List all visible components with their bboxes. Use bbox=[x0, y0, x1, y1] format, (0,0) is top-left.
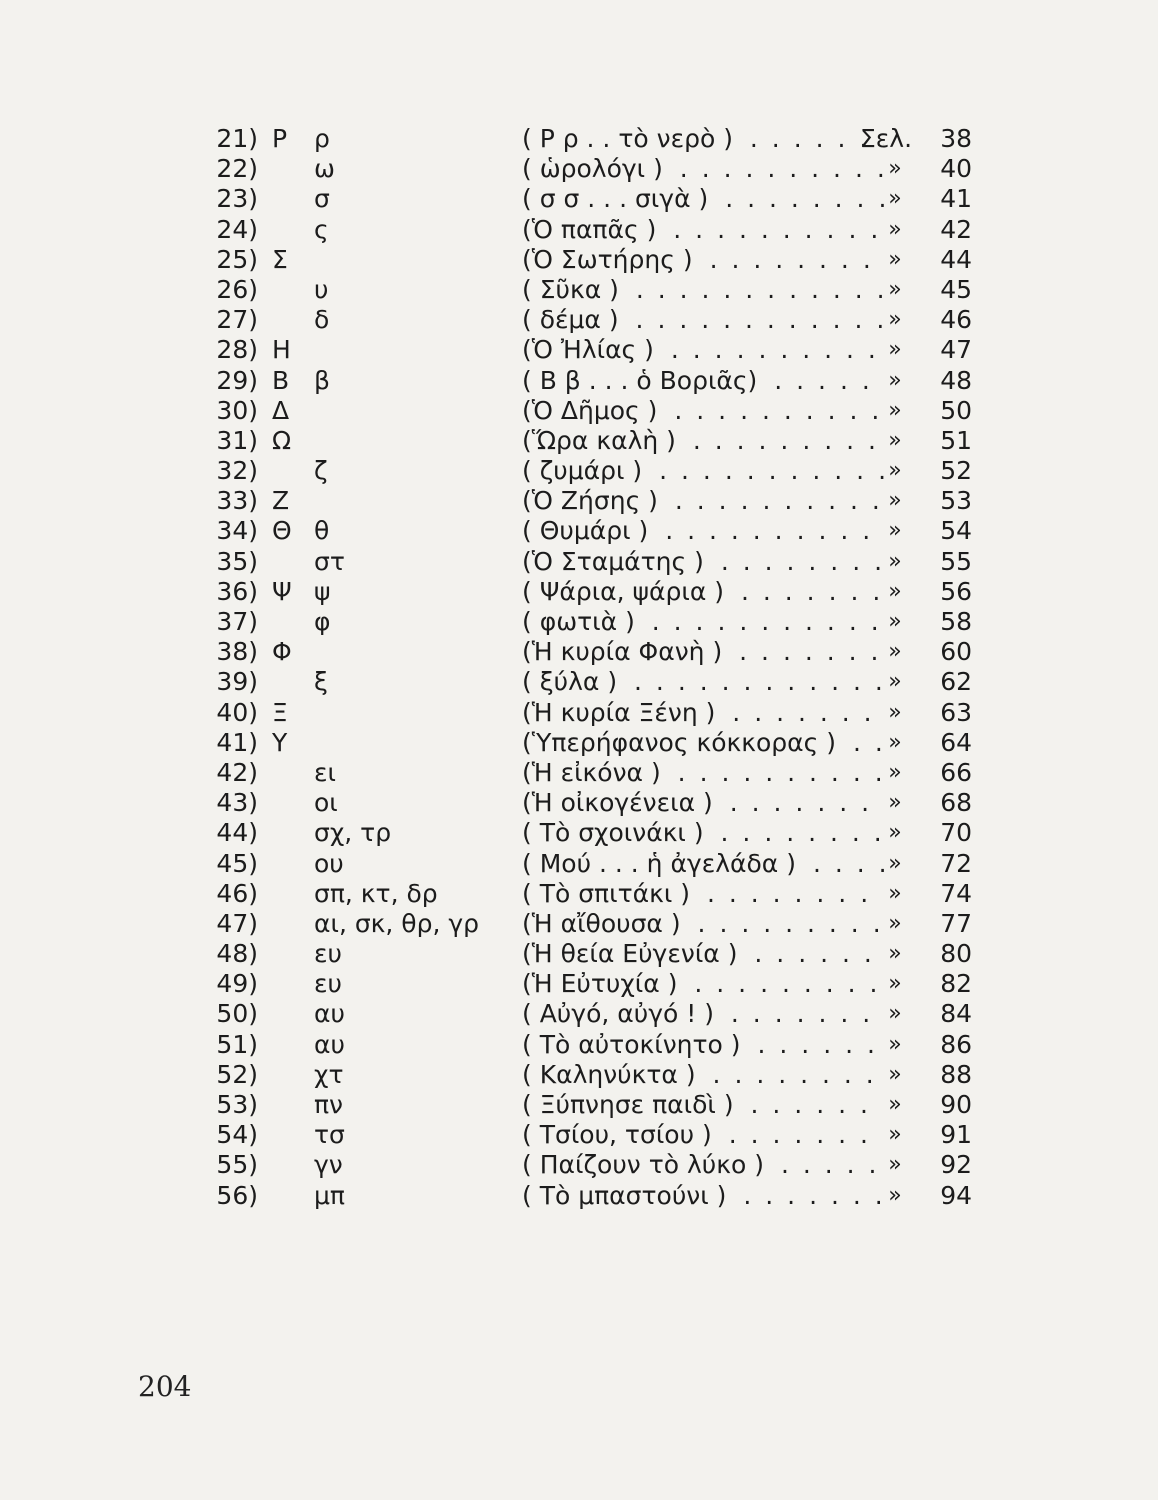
toc-row bbox=[0, 969, 1158, 999]
entry-small-letters: θ bbox=[314, 516, 330, 546]
ditto-mark: » bbox=[888, 729, 902, 755]
ditto-mark: » bbox=[888, 307, 902, 333]
toc-row bbox=[0, 366, 1158, 396]
entry-title-leader bbox=[522, 245, 884, 275]
entry-title-leader bbox=[522, 516, 884, 546]
entry-small-letters: ψ bbox=[314, 576, 331, 606]
entry-page-number: 82 bbox=[940, 969, 972, 999]
entry-page-number: 53 bbox=[940, 486, 972, 516]
entry-page-number: 86 bbox=[940, 1029, 972, 1059]
entry-page-number: 46 bbox=[940, 305, 972, 335]
entry-title-leader bbox=[522, 124, 884, 154]
toc-row bbox=[0, 758, 1158, 788]
ditto-mark: » bbox=[888, 1031, 902, 1057]
entry-page-number: 64 bbox=[940, 727, 972, 757]
entry-small-letters: ω bbox=[314, 154, 335, 184]
ditto-mark: » bbox=[888, 941, 902, 967]
entry-page-number: 84 bbox=[940, 999, 972, 1029]
entry-capital-letter: Φ bbox=[272, 637, 292, 667]
entry-title: (Ἡ Εὐτυχία ) bbox=[522, 969, 683, 998]
entry-title: ( Ψάρια, ψάρια ) bbox=[522, 577, 730, 606]
entry-small-letters: φ bbox=[314, 607, 331, 636]
toc-row bbox=[0, 607, 1158, 637]
ditto-mark: » bbox=[888, 759, 902, 785]
entry-title: ( Ρ ρ . . τὸ νερὸ ) bbox=[522, 124, 739, 153]
entry-title: ( Τσίου, τσίου ) bbox=[522, 1120, 718, 1149]
page-label: Σελ. bbox=[860, 124, 913, 153]
entry-title-leader bbox=[522, 728, 884, 758]
entry-title: ( Τὸ μπαστούνι ) bbox=[522, 1181, 732, 1210]
entry-number: 49) bbox=[216, 969, 258, 999]
entry-small-letters: χτ bbox=[314, 1059, 344, 1089]
entry-title: (Ὑπερήφανος κόκκορας ) bbox=[522, 728, 842, 757]
entry-number: 33) bbox=[216, 486, 258, 516]
entry-title-leader bbox=[522, 939, 884, 969]
ditto-mark: » bbox=[888, 1152, 902, 1178]
entry-page-number: 63 bbox=[940, 697, 972, 727]
entry-title: (Ὁ Δῆμος ) bbox=[522, 396, 663, 425]
toc-row bbox=[0, 486, 1158, 516]
entry-title: ( Θυμάρι ) bbox=[522, 516, 654, 545]
toc-row bbox=[0, 305, 1158, 335]
entry-title: ( Ξύπνησε παιδὶ ) bbox=[522, 1090, 740, 1119]
ditto-mark: » bbox=[888, 367, 902, 393]
entry-page-number: 88 bbox=[940, 1059, 972, 1089]
entry-capital-letter: Δ bbox=[272, 395, 290, 425]
entry-small-letters: ρ bbox=[314, 124, 330, 153]
entry-small-letters: ου bbox=[314, 848, 344, 878]
entry-small-letters: β bbox=[314, 365, 330, 395]
entry-title-leader bbox=[522, 184, 884, 214]
toc-row bbox=[0, 1120, 1158, 1150]
entry-title: ( Σῦκα ) bbox=[522, 275, 625, 304]
entry-page-number: 66 bbox=[940, 757, 972, 787]
entry-title: (Ἡ κυρία Ξένη ) bbox=[522, 698, 721, 727]
entry-title-leader bbox=[522, 577, 884, 607]
toc-row bbox=[0, 909, 1158, 939]
entry-title: (Ὁ Σωτήρης ) bbox=[522, 245, 699, 274]
entry-page-number: 92 bbox=[940, 1150, 972, 1180]
entry-number: 35) bbox=[216, 546, 258, 576]
entry-title: (Ὁ Ἠλίας ) bbox=[522, 335, 660, 364]
toc-row bbox=[0, 426, 1158, 456]
entry-title: ( Παίζουν τὸ λύκο ) bbox=[522, 1150, 770, 1179]
entry-title: ( Τὸ αὐτοκίνητο ) bbox=[522, 1030, 747, 1059]
entry-title-leader bbox=[522, 788, 884, 818]
entry-page-number: 40 bbox=[940, 154, 972, 184]
ditto-mark: » bbox=[888, 337, 902, 363]
entry-title-leader bbox=[522, 969, 884, 999]
ditto-mark: » bbox=[888, 971, 902, 997]
entry-page-number: 52 bbox=[940, 456, 972, 486]
toc-row bbox=[0, 728, 1158, 758]
entry-title: ( ζυμάρι ) bbox=[522, 456, 648, 485]
entry-title: ( Αὐγό, αὐγό ! ) bbox=[522, 999, 720, 1028]
entry-page-number: 74 bbox=[940, 878, 972, 908]
entry-small-letters: ξ bbox=[314, 667, 328, 697]
entry-page-number: 94 bbox=[940, 1180, 972, 1210]
entry-title-leader bbox=[522, 667, 884, 697]
entry-title: (Ἡ θεία Εὐγενία ) bbox=[522, 939, 743, 968]
ditto-mark: » bbox=[888, 548, 902, 574]
entry-number: 55) bbox=[216, 1150, 258, 1180]
entry-number: 25) bbox=[216, 244, 258, 274]
entry-small-letters: ευ bbox=[314, 939, 342, 969]
ditto-mark: » bbox=[888, 156, 902, 182]
entry-number: 22) bbox=[216, 154, 258, 184]
entry-small-letters: ευ bbox=[314, 969, 342, 999]
entry-title: ( Καληνύκτα ) bbox=[522, 1060, 702, 1089]
ditto-mark: » bbox=[888, 609, 902, 634]
entry-page-number: 55 bbox=[940, 546, 972, 576]
entry-number: 47) bbox=[216, 908, 258, 938]
entry-title: (Ὁ Σταμάτης ) bbox=[522, 547, 710, 576]
entry-small-letters: αυ bbox=[314, 999, 345, 1029]
entry-number: 34) bbox=[216, 516, 258, 546]
entry-page-number: 70 bbox=[940, 818, 972, 848]
entry-number: 46) bbox=[216, 878, 258, 908]
toc-row bbox=[0, 698, 1158, 728]
ditto-mark: » bbox=[888, 1061, 902, 1087]
toc-row bbox=[0, 547, 1158, 577]
page-number: 204 bbox=[138, 1370, 192, 1403]
entry-page-number: 91 bbox=[940, 1120, 972, 1150]
entry-title-leader bbox=[522, 1060, 884, 1090]
entry-page-number: 58 bbox=[940, 607, 972, 636]
entry-title-leader bbox=[522, 275, 884, 305]
entry-title-leader bbox=[522, 456, 884, 486]
entry-title-leader bbox=[522, 879, 884, 909]
ditto-mark: » bbox=[888, 639, 902, 665]
entry-title: (Ὁ παπᾶς ) bbox=[522, 215, 662, 244]
entry-number: 50) bbox=[216, 999, 258, 1029]
ditto-mark: » bbox=[888, 850, 902, 876]
entry-title-leader bbox=[522, 154, 884, 184]
table-of-contents bbox=[0, 124, 1158, 1211]
ditto-mark: » bbox=[888, 699, 902, 725]
entry-number: 38) bbox=[216, 637, 258, 667]
ditto-mark: » bbox=[888, 216, 902, 242]
entry-page-number: 41 bbox=[940, 184, 972, 214]
entry-small-letters: αυ bbox=[314, 1029, 345, 1059]
ditto-mark: » bbox=[888, 820, 902, 846]
entry-page-number: 45 bbox=[940, 274, 972, 304]
entry-title-leader bbox=[522, 426, 884, 456]
entry-capital-letter: Ψ bbox=[272, 576, 292, 606]
entry-page-number: 50 bbox=[940, 395, 972, 425]
entry-small-letters: δ bbox=[314, 305, 330, 335]
ditto-mark: » bbox=[888, 880, 902, 906]
toc-row bbox=[0, 154, 1158, 184]
entry-title: ( Β β . . . ὁ Βοριᾶς) bbox=[522, 366, 763, 395]
toc-row bbox=[0, 245, 1158, 275]
entry-title-leader bbox=[522, 1120, 884, 1150]
entry-page-number: 90 bbox=[940, 1090, 972, 1119]
entry-number: 43) bbox=[216, 788, 258, 818]
ditto-mark: » bbox=[888, 397, 902, 423]
entry-small-letters: τσ bbox=[314, 1120, 345, 1150]
entry-small-letters: πν bbox=[314, 1090, 344, 1119]
entry-title: ( σ σ . . . σιγὰ ) bbox=[522, 184, 714, 213]
entry-small-letters: σ bbox=[314, 184, 330, 214]
entry-title-leader bbox=[522, 1150, 884, 1180]
entry-title-leader bbox=[522, 366, 884, 396]
entry-capital-letter: Ω bbox=[272, 425, 292, 455]
entry-number: 26) bbox=[216, 274, 258, 304]
entry-number: 52) bbox=[216, 1059, 258, 1089]
ditto-mark: » bbox=[888, 427, 902, 453]
entry-title-leader bbox=[522, 486, 884, 516]
toc-row bbox=[0, 124, 1158, 154]
entry-number: 48) bbox=[216, 939, 258, 969]
toc-row bbox=[0, 849, 1158, 879]
entry-capital-letter: Υ bbox=[272, 727, 288, 757]
toc-row bbox=[0, 456, 1158, 486]
toc-row bbox=[0, 396, 1158, 426]
entry-title: (Ἡ αἴθουσα ) bbox=[522, 909, 687, 938]
ditto-mark: » bbox=[888, 246, 902, 272]
entry-title-leader bbox=[522, 999, 884, 1029]
entry-capital-letter: Ρ bbox=[272, 124, 288, 153]
toc-row bbox=[0, 516, 1158, 546]
toc-row bbox=[0, 999, 1158, 1029]
entry-capital-letter: Σ bbox=[272, 244, 288, 274]
entry-title: (Ὥρα καλὴ ) bbox=[522, 426, 682, 455]
entry-number: 53) bbox=[216, 1090, 258, 1119]
entry-capital-letter: Ζ bbox=[272, 486, 290, 516]
entry-capital-letter: Θ bbox=[272, 516, 292, 546]
entry-title-leader bbox=[522, 305, 884, 335]
entry-title-leader bbox=[522, 818, 884, 848]
entry-title-leader bbox=[522, 1030, 884, 1060]
toc-row bbox=[0, 275, 1158, 305]
entry-title-leader bbox=[522, 758, 884, 788]
entry-title: ( ὡρολόγι ) bbox=[522, 154, 669, 183]
entry-page-number: 60 bbox=[940, 637, 972, 667]
ditto-mark: » bbox=[888, 186, 902, 212]
toc-row bbox=[0, 215, 1158, 245]
ditto-mark: » bbox=[888, 790, 902, 816]
ditto-mark: » bbox=[888, 276, 902, 302]
entry-title: ( Μού . . . ἡ ἀγελάδα ) bbox=[522, 849, 802, 878]
entry-title-leader bbox=[522, 909, 884, 939]
ditto-mark: » bbox=[888, 669, 902, 695]
entry-page-number: 80 bbox=[940, 939, 972, 969]
ditto-mark: » bbox=[888, 1122, 902, 1148]
entry-small-letters: ει bbox=[314, 757, 336, 787]
entry-small-letters: οι bbox=[314, 788, 338, 818]
toc-row bbox=[0, 1181, 1158, 1211]
entry-number: 41) bbox=[216, 727, 258, 757]
toc-row bbox=[0, 184, 1158, 214]
toc-row bbox=[0, 788, 1158, 818]
toc-row bbox=[0, 335, 1158, 365]
entry-page-number: 68 bbox=[940, 788, 972, 818]
entry-page-number: 51 bbox=[940, 425, 972, 455]
entry-title: ( Τὸ σχοινάκι ) bbox=[522, 818, 710, 847]
entry-number: 56) bbox=[216, 1180, 258, 1210]
entry-title: ( φωτιὰ ) bbox=[522, 607, 641, 636]
entry-title: (Ὁ Ζήσης ) bbox=[522, 486, 664, 515]
ditto-mark: » bbox=[888, 910, 902, 936]
entry-number: 32) bbox=[216, 456, 258, 486]
ditto-mark: » bbox=[888, 488, 902, 514]
entry-page-number: 77 bbox=[940, 908, 972, 938]
entry-number: 42) bbox=[216, 757, 258, 787]
entry-title-leader bbox=[522, 396, 884, 426]
entry-number: 40) bbox=[216, 697, 258, 727]
toc-row bbox=[0, 818, 1158, 848]
entry-capital-letter: Ξ bbox=[272, 697, 288, 727]
entry-capital-letter: Β bbox=[272, 365, 290, 395]
entry-number: 23) bbox=[216, 184, 258, 214]
entry-small-letters: γν bbox=[314, 1150, 343, 1180]
entry-page-number: 62 bbox=[940, 667, 972, 697]
toc-row bbox=[0, 1060, 1158, 1090]
entry-title-leader bbox=[522, 1181, 884, 1211]
entry-number: 44) bbox=[216, 818, 258, 848]
toc-row bbox=[0, 637, 1158, 667]
entry-number: 28) bbox=[216, 335, 258, 365]
entry-title: ( Τὸ σπιτάκι ) bbox=[522, 879, 696, 908]
entry-number: 29) bbox=[216, 365, 258, 395]
toc-row bbox=[0, 1150, 1158, 1180]
entry-number: 39) bbox=[216, 667, 258, 697]
entry-page-number: 54 bbox=[940, 516, 972, 546]
entry-title-leader bbox=[522, 1090, 884, 1120]
entry-small-letters: μπ bbox=[314, 1180, 345, 1210]
entry-number: 30) bbox=[216, 395, 258, 425]
toc-row bbox=[0, 939, 1158, 969]
entry-small-letters: σχ, τρ bbox=[314, 818, 392, 848]
entry-number: 51) bbox=[216, 1029, 258, 1059]
ditto-mark: » bbox=[888, 458, 902, 484]
ditto-mark: » bbox=[888, 1092, 902, 1117]
entry-page-number: 56 bbox=[940, 576, 972, 606]
toc-row bbox=[0, 1030, 1158, 1060]
entry-page-number: 44 bbox=[940, 244, 972, 274]
entry-title-leader bbox=[522, 215, 884, 245]
entry-capital-letter: Η bbox=[272, 335, 291, 365]
ditto-mark: » bbox=[888, 1182, 902, 1208]
entry-number: 37) bbox=[216, 607, 258, 636]
entry-title-leader bbox=[522, 335, 884, 365]
ditto-mark: » bbox=[888, 578, 902, 604]
entry-title: (Ἡ εἰκόνα ) bbox=[522, 758, 667, 787]
entry-title: ( δέμα ) bbox=[522, 305, 625, 334]
entry-page-number: 42 bbox=[940, 214, 972, 244]
entry-small-letters: αι, σκ, θρ, γρ bbox=[314, 908, 480, 938]
toc-row bbox=[0, 577, 1158, 607]
entry-title: ( ξύλα ) bbox=[522, 667, 623, 696]
entry-small-letters: σπ, κτ, δρ bbox=[314, 878, 438, 908]
entry-number: 21) bbox=[216, 124, 258, 153]
entry-title: (Ἡ κυρία Φανὴ ) bbox=[522, 637, 728, 666]
entry-title-leader bbox=[522, 607, 884, 637]
entry-number: 24) bbox=[216, 214, 258, 244]
entry-small-letters: ς bbox=[314, 214, 329, 244]
entry-page-number: 47 bbox=[940, 335, 972, 365]
entry-page-number: 38 bbox=[940, 124, 972, 153]
toc-row bbox=[0, 667, 1158, 697]
entry-small-letters: υ bbox=[314, 274, 329, 304]
entry-title-leader bbox=[522, 698, 884, 728]
ditto-mark: » bbox=[888, 518, 902, 544]
entry-page-number: 48 bbox=[940, 365, 972, 395]
entry-title-leader bbox=[522, 637, 884, 667]
entry-small-letters: ζ bbox=[314, 456, 328, 486]
entry-small-letters: στ bbox=[314, 546, 345, 576]
entry-page-number: 72 bbox=[940, 848, 972, 878]
ditto-mark: » bbox=[888, 1001, 902, 1027]
entry-number: 27) bbox=[216, 305, 258, 335]
entry-number: 54) bbox=[216, 1120, 258, 1150]
toc-row bbox=[0, 879, 1158, 909]
entry-number: 36) bbox=[216, 576, 258, 606]
entry-title-leader bbox=[522, 547, 884, 577]
toc-row bbox=[0, 1090, 1158, 1120]
entry-number: 31) bbox=[216, 425, 258, 455]
entry-title: (Ἡ οἰκογένεια ) bbox=[522, 788, 719, 817]
entry-number: 45) bbox=[216, 848, 258, 878]
entry-title-leader bbox=[522, 849, 884, 879]
